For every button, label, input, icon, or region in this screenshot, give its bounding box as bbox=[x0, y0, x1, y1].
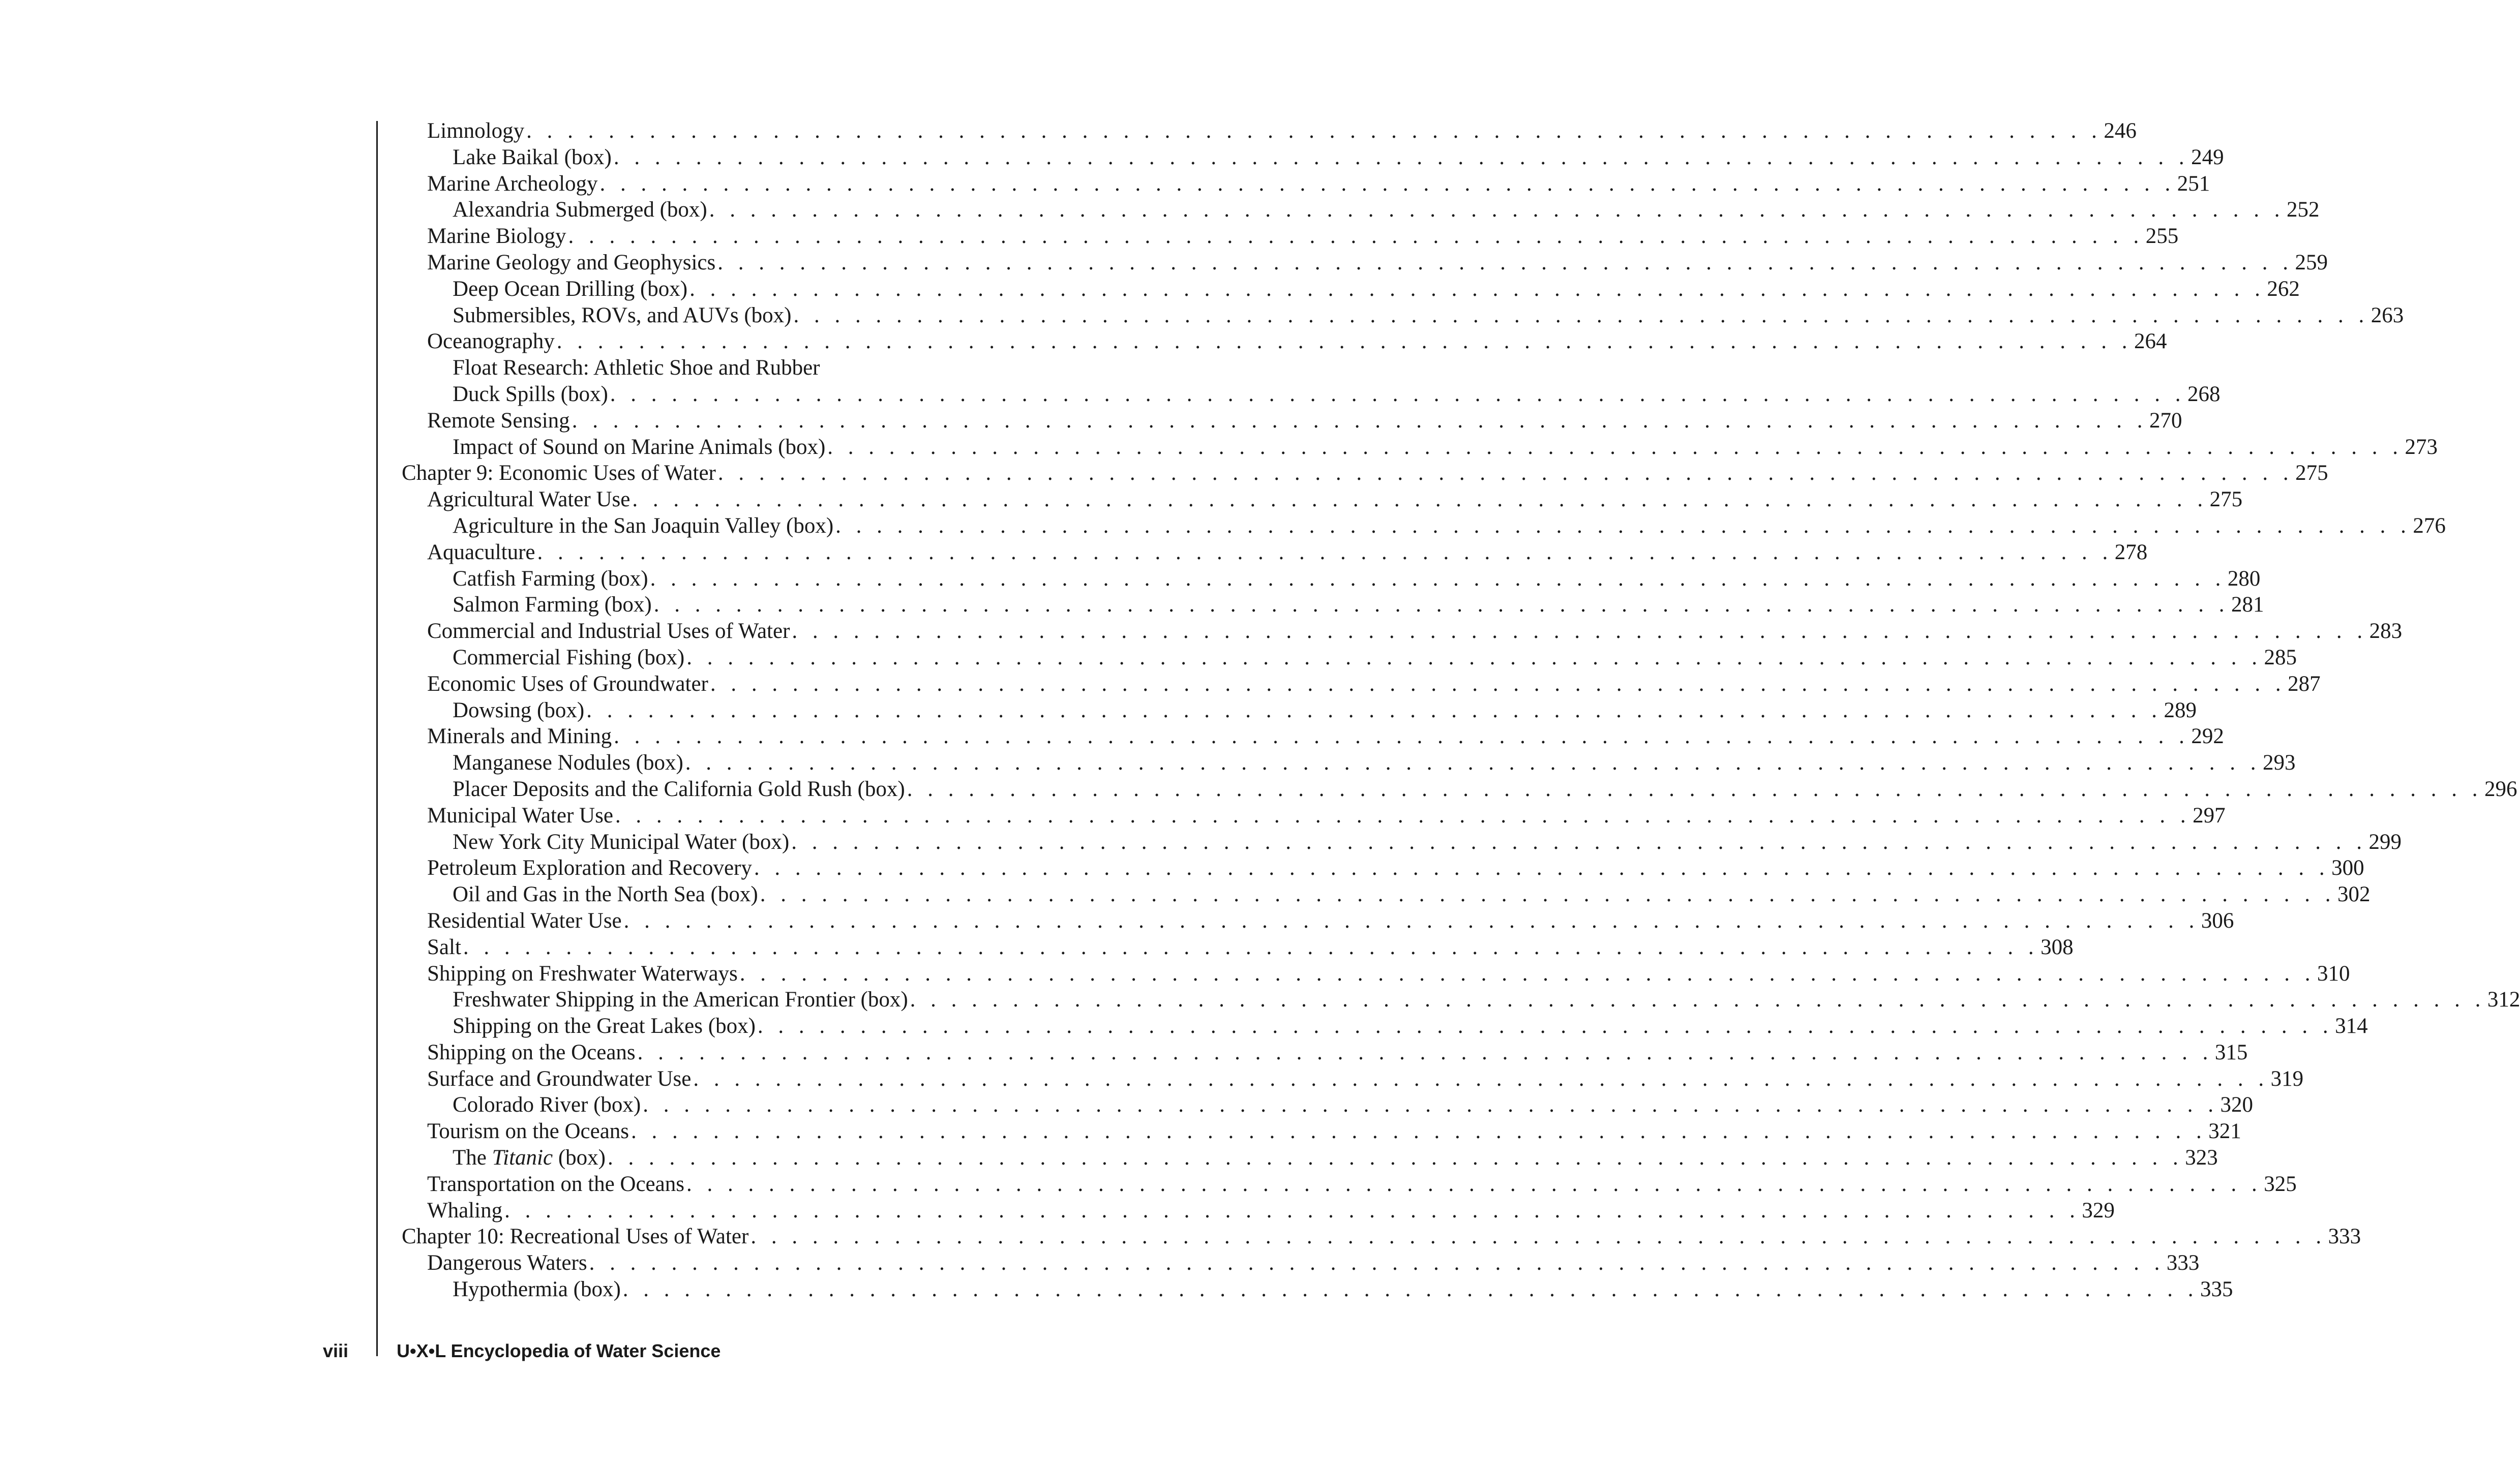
dot-leader: . . . . . . . . . . . . . . . . . . . . . . . . . . . . . . . . . . . . . . . . . . . . . . . . . . . . . . . . . . . . . . . . . . . . . . . . . . . . . bbox=[623, 908, 2199, 933]
dot-leader: . . . . . . . . . . . . . . . . . . . . . . . . . . . . . . . . . . . . . . . . . . . . . . . . . . . . . . . . . . . . . . . . . . . . . . . . . . . . . bbox=[754, 856, 2330, 880]
dot-leader: . . . . . . . . . . . . . . . . . . . . . . . . . . . . . . . . . . . . . . . . . . . . . . . . . . . . . . . . . . . . . . . . . . . . . . . . . . . . . bbox=[589, 1251, 2165, 1275]
entry-title: Surface and Groundwater Use bbox=[427, 1066, 692, 1091]
entry-title: Shipping on Freshwater Waterways bbox=[427, 961, 738, 986]
dot-leader: . . . . . . . . . . . . . . . . . . . . . . . . . . . . . . . . . . . . . . . . . . . . . . . . . . . . . . . . . . . . . . . . . . . . . . . . . . . . . bbox=[632, 487, 2208, 512]
entry-page-number: 319 bbox=[2270, 1066, 2304, 1091]
entry-title: Limnology bbox=[427, 119, 525, 143]
entry-page-number: 276 bbox=[2413, 513, 2446, 538]
entry-page-number: 292 bbox=[2191, 724, 2224, 749]
toc-entry bbox=[402, 803, 2226, 829]
dot-leader: . . . . . . . . . . . . . . . . . . . . . . . . . . . . . . . . . . . . . . . . . . . . . . . . . . . . . . . . . . . . . . . . . . . . . . . . . . . . . bbox=[710, 671, 2286, 696]
entry-page-number: 249 bbox=[2191, 145, 2224, 169]
toc-entry bbox=[402, 1250, 2200, 1276]
dot-leader: . . . . . . . . . . . . . . . . . . . . . . . . . . . . . . . . . . . . . . . . . . . . . . . . . . . . . . . . . . . . . . . . . . . . . . . . . . . . . bbox=[610, 382, 2186, 406]
dot-leader: . . . . . . . . . . . . . . . . . . . . . . . . . . . . . . . . . . . . . . . . . . . . . . . . . . . . . . . . . . . . . . . . . . . . . . . . . . . . . bbox=[689, 277, 2265, 301]
entry-page-number: 314 bbox=[2335, 1014, 2368, 1038]
entry-page-number: 321 bbox=[2208, 1119, 2241, 1144]
dot-leader: . . . . . . . . . . . . . . . . . . . . . . . . . . . . . . . . . . . . . . . . . . . . . . . . . . . . . . . . . . . . . . . . . . . . . . . . . . . . . bbox=[835, 513, 2411, 538]
toc-entry bbox=[402, 1118, 2241, 1145]
entry-title: Shipping on the Great Lakes (box) bbox=[453, 1014, 756, 1038]
entry-title: Residential Water Use bbox=[427, 908, 622, 933]
dot-leader: . . . . . . . . . . . . . . . . . . . . . . . . . . . . . . . . . . . . . . . . . . . . . . . . . . . . . . . . . . . . . . . . . . . . . . . . . . . . . bbox=[537, 540, 2113, 564]
toc-box-entry bbox=[402, 750, 2296, 776]
dot-leader: . . . . . . . . . . . . . . . . . . . . . . . . . . . . . . . . . . . . . . . . . . . . . . . . . . . . . . . . . . . . . . . . . . . . . . . . . . . . . bbox=[793, 303, 2369, 327]
entry-page-number: 323 bbox=[2185, 1146, 2218, 1170]
entry-title: Deep Ocean Drilling (box) bbox=[453, 277, 688, 301]
dot-leader: . . . . . . . . . . . . . . . . . . . . . . . . . . . . . . . . . . . . . . . . . . . . . . . . . . . . . . . . . . . . . . . . . . . . . . . . . . . . . bbox=[686, 1172, 2262, 1196]
entry-title: Salmon Farming (box) bbox=[453, 593, 652, 617]
toc-entry bbox=[402, 171, 2210, 197]
dot-leader: . . . . . . . . . . . . . . . . . . . . . . . . . . . . . . . . . . . . . . . . . . . . . . . . . . . . . . . . . . . . . . . . . . . . . . . . . . . . . bbox=[910, 988, 2485, 1012]
toc-entry bbox=[402, 118, 2137, 144]
toc-entry bbox=[402, 671, 2321, 697]
entry-page-number: 262 bbox=[2267, 277, 2300, 301]
entry-page-number: 329 bbox=[2082, 1198, 2115, 1222]
entry-title: Commercial Fishing (box) bbox=[453, 645, 685, 669]
entry-page-number: 333 bbox=[2328, 1225, 2361, 1249]
entry-page-number: 281 bbox=[2231, 593, 2264, 617]
entry-page-number: 259 bbox=[2295, 250, 2328, 274]
entry-title: Economic Uses of Groundwater bbox=[427, 671, 708, 696]
toc-entry bbox=[402, 961, 2350, 987]
toc-box-entry bbox=[402, 434, 2438, 461]
entry-title: Marine Geology and Geophysics bbox=[427, 250, 716, 274]
entry-title: Transportation on the Oceans bbox=[427, 1172, 684, 1196]
entry-title: Marine Archeology bbox=[427, 171, 598, 196]
entry-page-number: 320 bbox=[2220, 1093, 2253, 1117]
entry-title: Alexandria Submerged (box) bbox=[453, 198, 707, 222]
entry-title: New York City Municipal Water (box) bbox=[453, 830, 790, 854]
entry-title: Manganese Nodules (box) bbox=[453, 751, 683, 775]
entry-page-number: 251 bbox=[2177, 171, 2210, 196]
dot-leader: . . . . . . . . . . . . . . . . . . . . . . . . . . . . . . . . . . . . . . . . . . . . . . . . . . . . . . . . . . . . . . . . . . . . . . . . . . . . . bbox=[615, 803, 2191, 828]
entry-title: Whaling bbox=[427, 1198, 503, 1222]
dot-leader: . . . . . . . . . . . . . . . . . . . . . . . . . . . . . . . . . . . . . . . . . . . . . . . . . . . . . . . . . . . . . . . . . . . . . . . . . . . . . bbox=[556, 329, 2132, 354]
toc-entry bbox=[402, 250, 2328, 276]
entry-title: Remote Sensing bbox=[427, 408, 570, 433]
entry-page-number: 275 bbox=[2295, 461, 2328, 485]
entry-title: Impact of Sound on Marine Animals (box) bbox=[453, 435, 826, 459]
toc-box-entry bbox=[402, 144, 2224, 171]
dot-leader: . . . . . . . . . . . . . . . . . . . . . . . . . . . . . . . . . . . . . . . . . . . . . . . . . . . . . . . . . . . . . . . . . . . . . . . . . . . . . bbox=[631, 1119, 2207, 1144]
dot-leader: . . . . . . . . . . . . . . . . . . . . . . . . . . . . . . . . . . . . . . . . . . . . . . . . . . . . . . . . . . . . . . . . . . . . . . . . . . . . . bbox=[650, 566, 2226, 591]
vertical-rule bbox=[376, 121, 378, 1356]
toc-entry bbox=[402, 1171, 2297, 1198]
entry-page-number: 296 bbox=[2484, 777, 2517, 801]
entry-title: Agriculture in the San Joaquin Valley (box) bbox=[453, 513, 834, 538]
toc-chapter-entry bbox=[402, 1224, 2361, 1250]
entry-title: Dowsing (box) bbox=[453, 698, 585, 722]
entry-title: Catfish Farming (box) bbox=[453, 566, 648, 591]
toc-entry bbox=[402, 1198, 2115, 1224]
entry-title: Freshwater Shipping in the American Frontier (box) bbox=[453, 988, 908, 1012]
entry-title: Chapter 9: Economic Uses of Water bbox=[402, 461, 716, 485]
dot-leader: . . . . . . . . . . . . . . . . . . . . . . . . . . . . . . . . . . . . . . . . . . . . . . . . . . . . . . . . . . . . . . . . . . . . . . . . . . . . . bbox=[607, 1146, 2183, 1170]
dot-leader: . . . . . . . . . . . . . . . . . . . . . . . . . . . . . . . . . . . . . . . . . . . . . . . . . . . . . . . . . . . . . . . . . . . . . . . . . . . . . bbox=[792, 619, 2367, 644]
entry-title: The Titanic (box) bbox=[453, 1146, 606, 1170]
toc-entry bbox=[402, 408, 2182, 434]
dot-leader: . . . . . . . . . . . . . . . . . . . . . . . . . . . . . . . . . . . . . . . . . . . . . . . . . . . . . . . . . . . . . . . . . . . . . . . . . . . . . bbox=[643, 1093, 2218, 1117]
entry-title: Oil and Gas in the North Sea (box) bbox=[453, 882, 758, 907]
entry-title: Chapter 10: Recreational Uses of Water bbox=[402, 1225, 749, 1249]
entry-title: Aquaculture bbox=[427, 540, 535, 564]
toc-box-entry bbox=[402, 592, 2264, 618]
toc-box-entry bbox=[402, 302, 2404, 329]
entry-page-number: 299 bbox=[2368, 830, 2402, 854]
entry-title: Petroleum Exploration and Recovery bbox=[427, 856, 752, 880]
entry-page-number: 264 bbox=[2134, 329, 2167, 354]
entry-page-number: 270 bbox=[2149, 408, 2182, 433]
toc-box-entry bbox=[402, 197, 2320, 223]
dot-leader: . . . . . . . . . . . . . . . . . . . . . . . . . . . . . . . . . . . . . . . . . . . . . . . . . . . . . . . . . . . . . . . . . . . . . . . . . . . . . bbox=[599, 171, 2175, 196]
toc-box-entry bbox=[402, 1013, 2368, 1039]
entry-page-number: 312 bbox=[2487, 988, 2520, 1012]
entry-page-number: 302 bbox=[2337, 882, 2371, 907]
entry-page-number: 263 bbox=[2371, 303, 2404, 327]
entry-title: Oceanography bbox=[427, 329, 555, 354]
toc-box-entry bbox=[402, 1145, 2218, 1171]
toc-box-entry bbox=[402, 645, 2297, 671]
toc-box-entry bbox=[402, 987, 2520, 1013]
entry-title: Salt bbox=[427, 935, 461, 959]
entry-title: Minerals and Mining bbox=[427, 724, 612, 749]
dot-leader: . . . . . . . . . . . . . . . . . . . . . . . . . . . . . . . . . . . . . . . . . . . . . . . . . . . . . . . . . . . . . . . . . . . . . . . . . . . . . bbox=[739, 961, 2316, 986]
entry-title: Lake Baikal (box) bbox=[453, 145, 612, 169]
dot-leader: . . . . . . . . . . . . . . . . . . . . . . . . . . . . . . . . . . . . . . . . . . . . . . . . . . . . . . . . . . . . . . . . . . . . . . . . . . . . . bbox=[637, 1040, 2213, 1064]
toc-entry bbox=[402, 1039, 2248, 1066]
entry-page-number: 268 bbox=[2187, 382, 2221, 406]
dot-leader: . . . . . . . . . . . . . . . . . . . . . . . . . . . . . . . . . . . . . . . . . . . . . . . . . . . . . . . . . . . . . . . . . . . . . . . . . . . . . bbox=[613, 145, 2189, 169]
dot-leader: . . . . . . . . . . . . . . . . . . . . . . . . . . . . . . . . . . . . . . . . . . . . . . . . . . . . . . . . . . . . . . . . . . . . . . . . . . . . . bbox=[586, 698, 2162, 722]
toc-box-entry bbox=[402, 697, 2197, 724]
toc-box-entry bbox=[402, 276, 2300, 302]
dot-leader: . . . . . . . . . . . . . . . . . . . . . . . . . . . . . . . . . . . . . . . . . . . . . . . . . . . . . . . . . . . . . . . . . . . . . . . . . . . . . bbox=[717, 250, 2293, 274]
entry-page-number: 287 bbox=[2288, 671, 2321, 696]
entry-title: Submersibles, ROVs, and AUVs (box) bbox=[453, 303, 792, 327]
entry-page-number: 283 bbox=[2369, 619, 2403, 644]
toc-box-entry bbox=[402, 1092, 2253, 1118]
toc-box-entry bbox=[402, 355, 1012, 381]
dot-leader: . . . . . . . . . . . . . . . . . . . . . . . . . . . . . . . . . . . . . . . . . . . . . . . . . . . . . . . . . . . . . . . . . . . . . . . . . . . . . bbox=[463, 935, 2039, 959]
dot-leader: . . . . . . . . . . . . . . . . . . . . . . . . . . . . . . . . . . . . . . . . . . . . . . . . . . . . . . . . . . . . . . . . . . . . . . . . . . . . . bbox=[717, 461, 2294, 485]
toc-entry bbox=[402, 618, 2403, 645]
entry-page-number: 280 bbox=[2227, 566, 2261, 591]
entry-page-number: 325 bbox=[2264, 1172, 2297, 1196]
dot-leader: . . . . . . . . . . . . . . . . . . . . . . . . . . . . . . . . . . . . . . . . . . . . . . . . . . . . . . . . . . . . . . . . . . . . . . . . . . . . . bbox=[685, 751, 2261, 775]
entry-page-number: 252 bbox=[2287, 198, 2320, 222]
dot-leader: . . . . . . . . . . . . . . . . . . . . . . . . . . . . . . . . . . . . . . . . . . . . . . . . . . . . . . . . . . . . . . . . . . . . . . . . . . . . . bbox=[614, 724, 2189, 749]
toc-box-entry bbox=[402, 776, 2517, 803]
toc-box-entry bbox=[402, 513, 2446, 539]
table-of-contents bbox=[402, 118, 2520, 1303]
entry-page-number: 289 bbox=[2164, 698, 2197, 722]
entry-page-number: 255 bbox=[2145, 224, 2179, 249]
entry-page-number: 300 bbox=[2331, 856, 2364, 880]
entry-page-number: 335 bbox=[2200, 1277, 2233, 1302]
toc-entry bbox=[402, 908, 2234, 934]
page-number: viii bbox=[323, 1340, 349, 1361]
entry-title: Municipal Water Use bbox=[427, 803, 613, 828]
toc-box-entry bbox=[402, 1276, 2233, 1303]
toc-entry bbox=[402, 934, 2074, 961]
toc-box-entry bbox=[402, 829, 2402, 855]
dot-leader: . . . . . . . . . . . . . . . . . . . . . . . . . . . . . . . . . . . . . . . . . . . . . . . . . . . . . . . . . . . . . . . . . . . . . . . . . . . . . bbox=[622, 1277, 2199, 1302]
dot-leader: . . . . . . . . . . . . . . . . . . . . . . . . . . . . . . . . . . . . . . . . . . . . . . . . . . . . . . . . . . . . . . . . . . . . . . . . . . . . . bbox=[526, 119, 2102, 143]
dot-leader: . . . . . . . . . . . . . . . . . . . . . . . . . . . . . . . . . . . . . . . . . . . . . . . . . . . . . . . . . . . . . . . . . . . . . . . . . . . . . bbox=[709, 198, 2285, 222]
entry-page-number: 306 bbox=[2201, 908, 2234, 933]
dot-leader: . . . . . . . . . . . . . . . . . . . . . . . . . . . . . . . . . . . . . . . . . . . . . . . . . . . . . . . . . . . . . . . . . . . . . . . . . . . . . bbox=[757, 1014, 2333, 1038]
toc-entry bbox=[402, 723, 2224, 750]
toc-box-entry bbox=[402, 566, 2261, 592]
dot-leader: . . . . . . . . . . . . . . . . . . . . . . . . . . . . . . . . . . . . . . . . . . . . . . . . . . . . . . . . . . . . . . . . . . . . . . . . . . . . . bbox=[568, 224, 2144, 249]
entry-page-number: 278 bbox=[2114, 540, 2148, 564]
toc-entry bbox=[402, 1066, 2304, 1092]
dot-leader: . . . . . . . . . . . . . . . . . . . . . . . . . . . . . . . . . . . . . . . . . . . . . . . . . . . . . . . . . . . . . . . . . . . . . . . . . . . . . bbox=[791, 830, 2367, 854]
dot-leader: . . . . . . . . . . . . . . . . . . . . . . . . . . . . . . . . . . . . . . . . . . . . . . . . . . . . . . . . . . . . . . . . . . . . . . . . . . . . . bbox=[504, 1198, 2080, 1222]
entry-title: Marine Biology bbox=[427, 224, 566, 249]
book-title: U•X•L Encyclopedia of Water Science bbox=[397, 1340, 721, 1361]
entry-title: Shipping on the Oceans bbox=[427, 1040, 636, 1064]
entry-title: Tourism on the Oceans bbox=[427, 1119, 629, 1144]
entry-title: Dangerous Waters bbox=[427, 1251, 587, 1275]
entry-page-number: 297 bbox=[2193, 803, 2226, 828]
entry-title: Agricultural Water Use bbox=[427, 487, 631, 512]
dot-leader: . . . . . . . . . . . . . . . . . . . . . . . . . . . . . . . . . . . . . . . . . . . . . . . . . . . . . . . . . . . . . . . . . . . . . . . . . . . . . bbox=[686, 645, 2262, 669]
entry-page-number: 293 bbox=[2263, 751, 2296, 775]
toc-entry bbox=[402, 855, 2364, 881]
entry-title: Float Research: Athletic Shoe and Rubber bbox=[453, 356, 820, 380]
dot-leader: . . . . . . . . . . . . . . . . . . . . . . . . . . . . . . . . . . . . . . . . . . . . . . . . . . . . . . . . . . . . . . . . . . . . . . . . . . . . . bbox=[653, 593, 2229, 617]
toc-entry bbox=[402, 328, 2167, 355]
toc-box-entry bbox=[402, 881, 2371, 908]
toc-entry bbox=[402, 486, 2243, 513]
dot-leader: . . . . . . . . . . . . . . . . . . . . . . . . . . . . . . . . . . . . . . . . . . . . . . . . . . . . . . . . . . . . . . . . . . . . . . . . . . . . . bbox=[572, 408, 2147, 433]
dot-leader: . . . . . . . . . . . . . . . . . . . . . . . . . . . . . . . . . . . . . . . . . . . . . . . . . . . . . . . . . . . . . . . . . . . . . . . . . . . . . bbox=[760, 882, 2335, 907]
page-footer bbox=[0, 1340, 1144, 1366]
entry-page-number: 315 bbox=[2214, 1040, 2248, 1064]
entry-page-number: 246 bbox=[2104, 119, 2137, 143]
entry-title: Placer Deposits and the California Gold Rush (box) bbox=[453, 777, 905, 801]
toc-chapter-entry bbox=[402, 460, 2328, 486]
entry-title: Colorado River (box) bbox=[453, 1093, 641, 1117]
entry-page-number: 333 bbox=[2166, 1251, 2200, 1275]
dot-leader: . . . . . . . . . . . . . . . . . . . . . . . . . . . . . . . . . . . . . . . . . . . . . . . . . . . . . . . . . . . . . . . . . . . . . . . . . . . . . bbox=[907, 777, 2482, 801]
dot-leader: . . . . . . . . . . . . . . . . . . . . . . . . . . . . . . . . . . . . . . . . . . . . . . . . . . . . . . . . . . . . . . . . . . . . . . . . . . . . . bbox=[693, 1066, 2269, 1091]
entry-page-number: 285 bbox=[2264, 645, 2297, 669]
toc-box-entry bbox=[402, 381, 2221, 408]
toc-entry bbox=[402, 539, 2148, 566]
entry-page-number: 275 bbox=[2209, 487, 2243, 512]
toc-entry bbox=[402, 223, 2179, 250]
entry-page-number: 273 bbox=[2405, 435, 2438, 459]
dot-leader: . . . . . . . . . . . . . . . . . . . . . . . . . . . . . . . . . . . . . . . . . . . . . . . . . . . . . . . . . . . . . . . . . . . . . . . . . . . . . bbox=[751, 1225, 2326, 1249]
entry-title: Commercial and Industrial Uses of Water bbox=[427, 619, 790, 644]
entry-title: Hypothermia (box) bbox=[453, 1277, 621, 1302]
dot-leader: . . . . . . . . . . . . . . . . . . . . . . . . . . . . . . . . . . . . . . . . . . . . . . . . . . . . . . . . . . . . . . . . . . . . . . . . . . . . . bbox=[827, 435, 2403, 459]
entry-page-number: 308 bbox=[2041, 935, 2074, 959]
entry-title: Duck Spills (box) bbox=[453, 382, 608, 406]
entry-page-number: 310 bbox=[2317, 961, 2350, 986]
